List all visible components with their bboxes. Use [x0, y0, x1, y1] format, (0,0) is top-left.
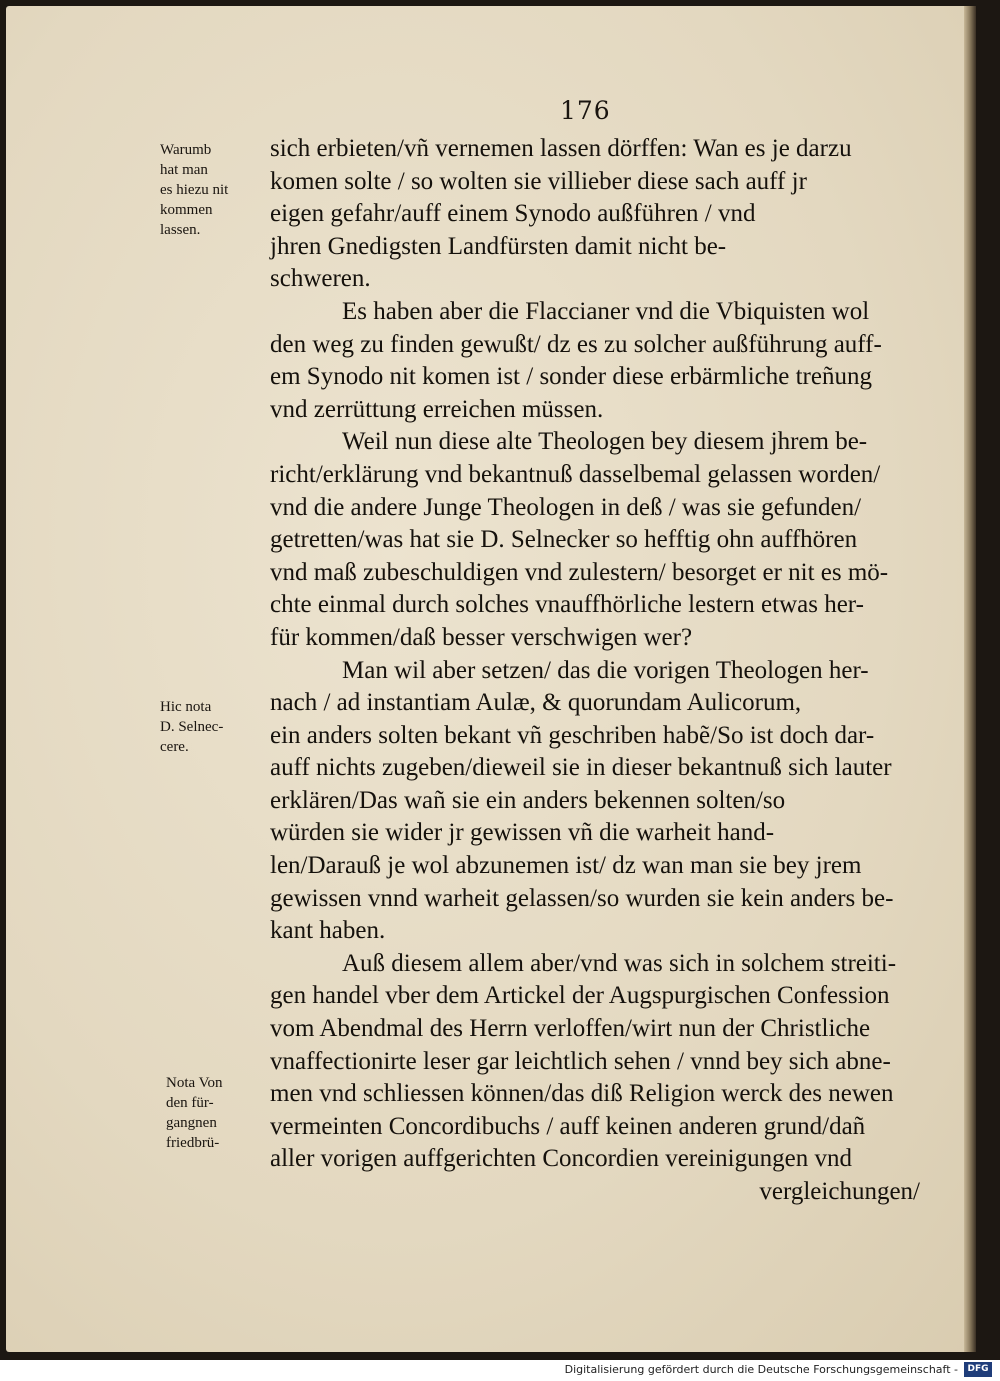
margin-note-line: cere. [160, 739, 189, 755]
text-line: gewissen vnnd warheit gelassen/so wurden sie kein anders be- [270, 884, 894, 912]
dfg-logo-icon: DFG [964, 1362, 992, 1377]
text-line: len/Darauß je wol abzunemen ist/ dz wan man sie bey jrem [270, 852, 862, 880]
margin-note-nota-von [166, 1073, 276, 1153]
text-line: nach / ad instantiam Aulæ, & quorundam Aulicorum, [270, 689, 802, 717]
text-line: richt/erklärung vnd bekantnuß dasselbemal gelassen worden/ [270, 460, 881, 488]
margin-note-line: lassen. [160, 222, 201, 238]
text-line: chte einmal durch solches vnauffhörliche lestern etwas her- [270, 591, 864, 619]
margin-note-warumb [160, 140, 270, 240]
text-line: Man wil aber setzen/ das die vorigen Theologen her- [342, 656, 869, 684]
text-line: vergleichungen/ [759, 1178, 920, 1205]
text-line: men vnd schliessen können/das diß Religion werck des newen [270, 1080, 894, 1108]
text-line: vnd die andere Junge Theologen in deß / was sie gefunden/ [270, 493, 862, 521]
margin-note-line: Warumb [160, 142, 212, 158]
margin-note-hic-nota [160, 697, 270, 757]
margin-note-line: Nota Von [166, 1075, 223, 1091]
text-line: vom Abendmal des Herrn verloffen/wirt nun der Christliche [270, 1015, 871, 1043]
text-line: schweren. [270, 265, 371, 293]
margin-note-line: Hic nota [160, 699, 212, 715]
margin-note-line: kommen [160, 202, 213, 218]
text-line: aller vorigen auffgerichten Concordien vereinigungen vnd [270, 1145, 852, 1173]
text-line: gen handel vber dem Artickel der Augspurgischen Confession [270, 982, 890, 1010]
text-line: den weg zu finden gewußt/ dz es zu solcher außführung auff- [270, 330, 882, 358]
text-line: für kommen/daß besser verschwigen wer? [270, 623, 693, 651]
text-line: kant haben. [270, 917, 386, 945]
text-line: vnd maß zubeschuldigen vnd zulestern/ besorget er nit es mö- [270, 558, 889, 586]
text-line: auff nichts zugeben/dieweil sie in dieser bekantnuß sich lauter [270, 754, 892, 782]
margin-note-line: friedbrü- [166, 1135, 220, 1151]
text-line: sich erbieten/vñ vernemen lassen dörffen: Wan es je darzu [270, 135, 852, 162]
page-edge [964, 6, 976, 1352]
text-line: vnd zerrüttung erreichen müssen. [270, 395, 604, 423]
footer-bar [0, 1360, 1000, 1381]
footer-credit: Digitalisierung gefördert durch die Deutsche Forschungsgemeinschaft - [564, 1363, 958, 1376]
text-line: eigen gefahr/auff einem Synodo außführen / vnd [270, 200, 756, 228]
margin-note-line: D. Selnec- [160, 719, 224, 735]
text-line: ein anders solten bekant vñ geschriben habẽ/So ist doch dar- [270, 721, 875, 749]
margin-note-line: gangnen [166, 1115, 217, 1131]
text-line: jhren Gnedigsten Landfürsten damit nicht be- [270, 232, 727, 260]
text-line: em Synodo nit komen ist / sonder diese erbärmliche treñung [270, 363, 872, 391]
text-line: Es haben aber die Flaccianer vnd die Vbiquisten wol [342, 297, 870, 325]
text-line: vermeinten Concordibuchs / auff keinen anderen grund/dañ [270, 1112, 866, 1140]
text-line: erklären/Das wañ sie ein anders bekennen solten/so [270, 786, 786, 814]
text-line: Auß diesem allem aber/vnd was sich in solchem streiti- [342, 949, 897, 977]
text-line: würden sie wider jr gewissen vñ die warheit hand- [270, 819, 775, 847]
page-number: 176 [560, 96, 611, 125]
margin-note-line: es hiezu nit [160, 182, 229, 198]
margin-note-line: den für- [166, 1095, 214, 1111]
text-line: vnaffectionirte leser gar leichtlich sehen / vnnd bey sich abne- [270, 1047, 891, 1075]
text-line: getretten/was hat sie D. Selnecker so hefftig ohn auffhören [270, 526, 858, 554]
margin-note-line: hat man [160, 162, 208, 178]
body-text [270, 133, 920, 1209]
text-line: Weil nun diese alte Theologen bey diesem jhrem be- [342, 428, 868, 456]
text-line: komen solte / so wolten sie villieber diese sach auff jr [270, 167, 807, 195]
